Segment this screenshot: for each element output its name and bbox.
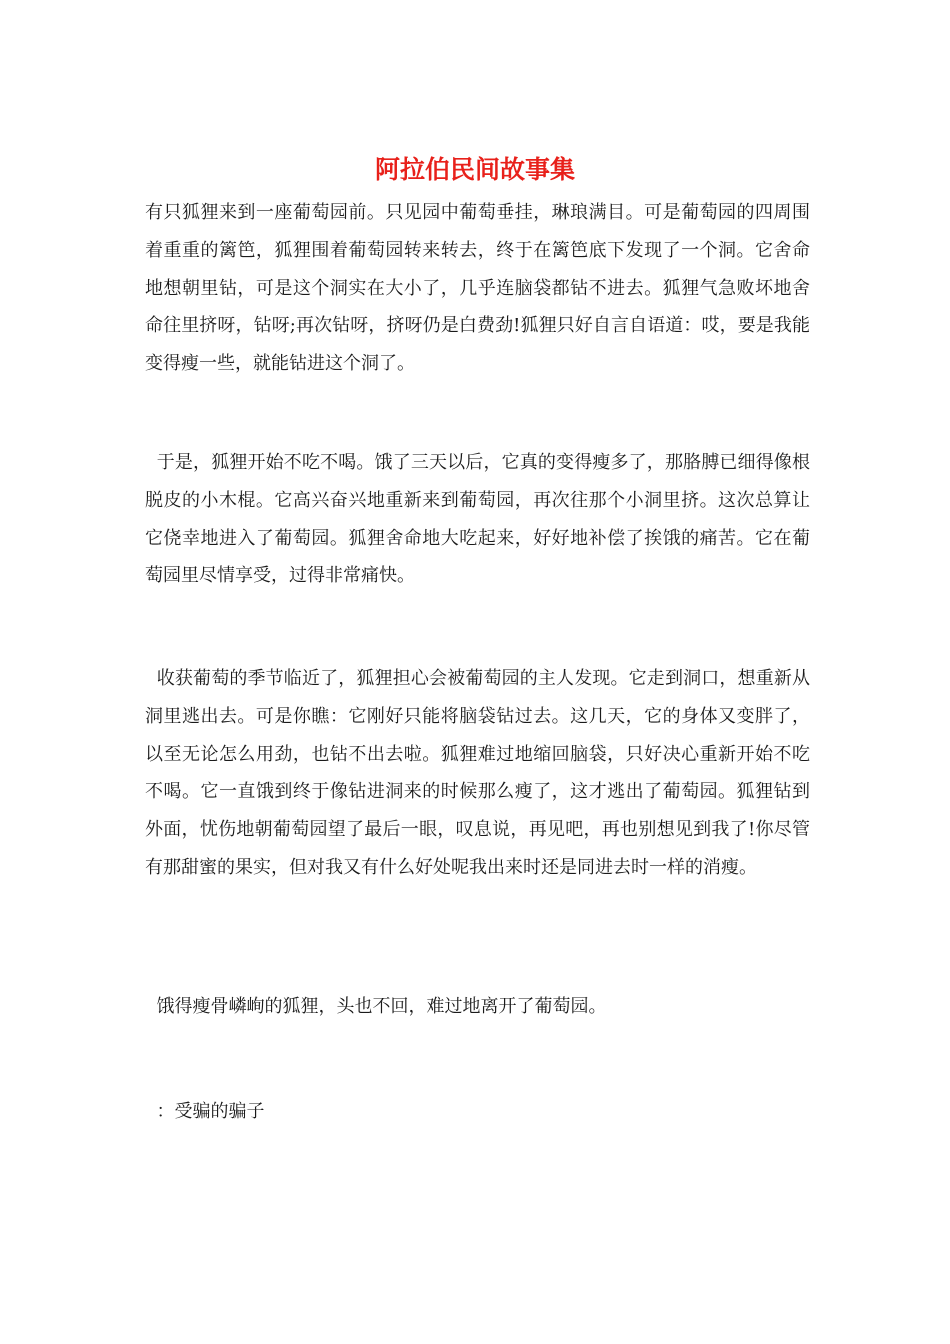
paragraph-1: 有只狐狸来到一座葡萄园前。只见园中葡萄垂挂，琳琅满目。可是葡萄园的四周围着重重的篱笆，狐狸围着葡萄园转来转去，终于在篱笆底下发现了一个洞。它舍命地想朝里钻，可是这个洞实在大小了，几乎连脑袋都钻不进去。狐狸气急败坏地舍命往里挤呀，钻呀;再次钻呀，挤呀仍是白费劲!狐狸只好自言自语道：哎，要是我能变得瘦一些，就能钻进这个洞了。 (145, 202, 810, 375)
document-title: 阿拉伯民间故事集 (374, 155, 575, 184)
section-heading-next-story: ：受骗的骗子 (145, 1101, 265, 1122)
paragraph-2: 于是，狐狸开始不吃不喝。饿了三天以后，它真的变得瘦多了，那胳膊已细得像根脱皮的小木棍。它高兴奋兴地重新来到葡萄园，再次往那个小洞里挤。这次总算让它侥幸地进入了葡萄园。狐狸舍命地大吃起来，好好地补偿了挨饿的痛苦。它在葡萄园里尽情享受，过得非常痛快。 (145, 452, 810, 587)
paragraph-3: 收获葡萄的季节临近了，狐狸担心会被葡萄园的主人发现。它走到洞口，想重新从洞里逃出去。可是你瞧：它刚好只能将脑袋钻过去。这几天，它的身体又变胖了，以至无论怎么用劲，也钻不出去啦。狐狸难过地缩回脑袋，只好决心重新开始不吃不喝。它一直饿到终于像钻进洞来的时候那么瘦了，这才逃出了葡萄园。狐狸钻到外面，忧伤地朝葡萄园望了最后一眼，叹息说，再见吧，再也别想见到我了!你尽管有那甜蜜的果实，但对我又有什么好处呢我出来时还是同进去时一样的消瘦。 (145, 668, 810, 878)
paragraph-4: 饿得瘦骨嶙峋的狐狸，头也不回，难过地离开了葡萄园。 (145, 996, 607, 1017)
